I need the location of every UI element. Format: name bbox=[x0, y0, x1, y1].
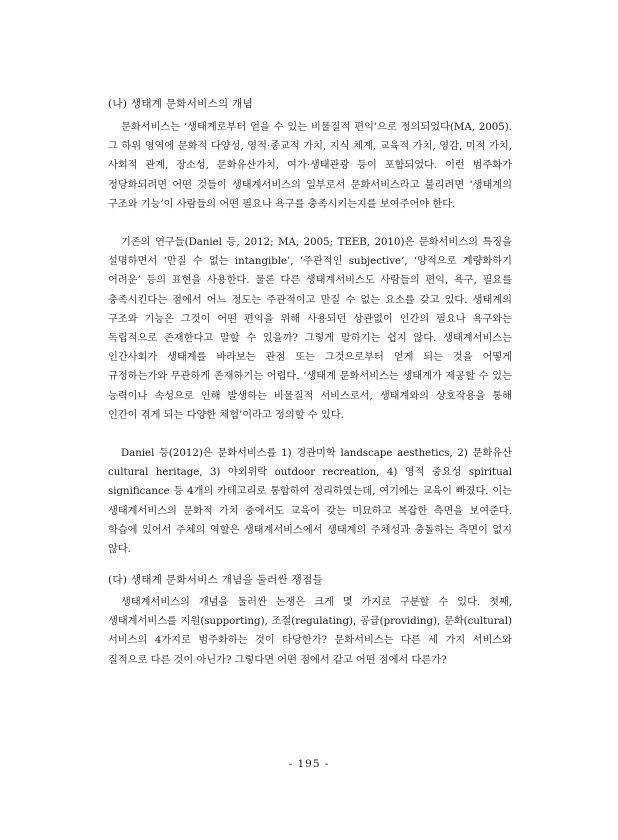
section-heading-na: (나) 생태계 문화서비스의 개념 bbox=[108, 98, 254, 110]
page-number: - 195 - bbox=[288, 758, 330, 770]
paragraph-existing-studies: 기존의 연구들(Daniel 등, 2012; MA, 2005; TEEB, 2010)은 문화서비스의 특징을 설명하면서 ‘만질 수 없는 intangible’, ‘주관적인 subjective’, ‘양적으로 계량화하기 어려운’ 등의 표현을 사용한다. 물론 다른 생태계서비스도 사람들의 편익, 욕구, 필요를 충족시킨다는 점에서 어느 정도는 주관적이고 만질 수 없는 요소를 갖고 있다. 생태계의 구조와 기능은 그것이 어떤 편익을 위해 사용되던 상관없이 인간의 필요나 욕구와는 독립적으로 존재한다고 말할 수 있을까? 그렇게 말하기는 쉽지 않다. 생태계서비스는 인간사회가 생태계를 바라보는 관점 또는 그것으로부터 얻게 되는 것을 어떻게 규정하는가와 무관하게 존재하기는 어렵다. ‘생태계 문화서비스는 생태계가 제공할 수 있는 능력이나 속성으로 인해 발생하는 비물질적 서비스로서, 생태계와의 상호작용을 통해 인간이 겪게 되는 다양한 체험’이라고 정의할 수 있다. bbox=[108, 237, 512, 421]
paragraph-daniel-categories: Daniel 등(2012)은 문화서비스를 1) 경관미학 landscape aesthetics, 2) 문화유산 cultural heritage, 3) 야외위락 outdoor recreation, 4) 영적 중요성 spiritual significance 등 4개의 카테고리로 통합하여 정리하였는데, 여기에는 교육이 빠졌다. 이는 생태계서비스의 문화적 가치 중에서도 교육이 갖는 미묘하고 복잡한 측면을 보여준다. 학습에 있어서 주체의 역할은 생태계서비스에서 생태계의 주체성과 충돌하는 측면이 없지 않다. bbox=[108, 448, 512, 556]
section-heading-da: (다) 생태계 문화서비스 개념을 둘러싼 쟁점들 bbox=[108, 574, 323, 586]
paragraph-issues: 생태계서비스의 개념을 둘러싼 논쟁은 크게 몇 가지로 구분할 수 있다. 첫째, 생태계서비스를 지원(supporting), 조절(regulating), 공급(providing), 문화(cultural) 서비스의 4가지로 범주화하는 것이 타당한가? 문화서비스는 다른 세 가지 서비스와 질적으로 다른 것이 아닌가? 그렇다면 어떤 점에서 같고 어떤 점에서 다른가? bbox=[108, 597, 512, 666]
paragraph-cultural-service-definition: 문화서비스는 ‘생태계로부터 얻을 수 있는 비물질적 편익’으로 정의되었다(MA, 2005). 그 하위 영역에 문화적 다양성, 영적·종교적 가치, 지식 체계, 교육적 가치, 영감, 미적 가치, 사회적 관계, 장소성, 문화유산가치, 여가·생태관광 등이 포함되었다. 이런 범주화가 정당화되려면 어떤 것들이 생태계서비스의 일부로서 문화서비스라고 불리려면 ‘생태계의 구조와 기능’이 사람들의 어떤 필요나 욕구를 충족시키는지를 보여주어야 한다. bbox=[108, 122, 512, 210]
